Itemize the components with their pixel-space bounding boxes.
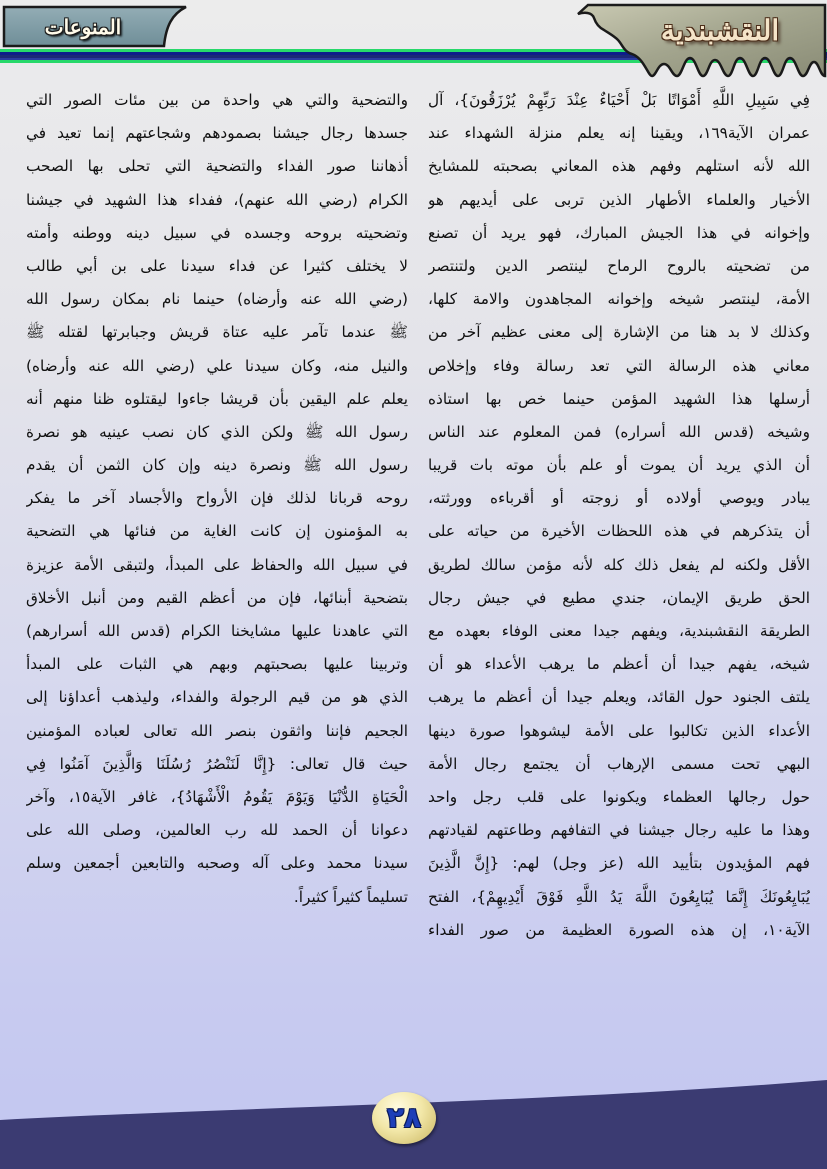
- article-line: الأقل ولكنه لم يفعل ذلك كله لأنه مؤمن سالك لطريق: [428, 555, 810, 574]
- article-line: أن الذي يريد أن يموت أو علم بأن موته بات قريبا: [428, 456, 810, 475]
- article-line: سيدنا محمد وعلى آله وصحبه والتابعين أجمعين وسلم: [26, 854, 408, 873]
- page-number-badge: ٢٨: [372, 1092, 436, 1144]
- article-line: فِي سَبِيلِ اللَّهِ أَمْوَاتًا بَلْ أَحْيَاءٌ عِنْدَ رَبِّهِمْ يُرْزَقُونَ}، آل: [428, 91, 810, 109]
- article-line: ﷺ عندما تآمر عليه عتاة قريش وجبابرتها لقتله ﷺ: [26, 323, 408, 342]
- article-line-final: تسليماً كثيراً كثيراً.: [293, 887, 408, 906]
- article-line: وشيخه (قدس الله أسراره) فمن المعلوم عند الناس: [428, 422, 810, 441]
- article-line: عمران الآية١٦٩، ويقينا إنه يعلم منزلة الشهداء عند: [428, 124, 810, 143]
- article-line: من تضحيته بالروح الرماح لينتصر الدين ولتنتصر: [428, 256, 810, 275]
- article-line: والنيل منه، وكان سيدنا علي (رضي الله عنه وأرضاه): [26, 356, 408, 375]
- article-line: بتضحية أبنائها، فإن من أعظم القيم ومن أنبل الأخلاق: [26, 588, 408, 607]
- article-line: به المؤمنون إن كانت الغاية من فنائها هي التضحية: [26, 522, 408, 541]
- article-column-right: [428, 84, 810, 947]
- article-line: (رضي الله عنه وأرضاه) حينما نام بمكان رسول الله: [26, 290, 408, 309]
- article-line: فهم المؤيدون بتأييد الله (عز وجل) لهم: {إِنَّ الَّذِينَ: [428, 854, 810, 873]
- article-line: وكذلك لا بد هنا من الإشارة إلى معنى عظيم آخر من: [428, 323, 810, 342]
- article-line: الجحيم فإننا واثقون بنصر الله تعالى لعباده المؤمنين: [26, 721, 408, 740]
- section-label: المنوعات: [44, 15, 122, 39]
- article-line: الذي هو من قيم الرجولة والفداء، وليذهب أعداؤنا إلى: [26, 688, 408, 707]
- article-line: لا يختلف كثيرا عن فداء سيدنا على بن أبي طالب: [26, 256, 408, 275]
- article-line: معاني هذه الرسالة التي تعد رسالة وفاء وإخلاص: [428, 356, 810, 375]
- article-line: أن يتذكرهم في هذه اللحظات الأخيرة من حياته على: [428, 522, 810, 541]
- article-line: الله لأنه استلهم وفهم هذه المعاني بصحبته للمشايخ: [428, 157, 810, 176]
- article-line: رسول الله ﷺ ولكن الذي كان نصب عينيه هو نصرة: [26, 422, 408, 441]
- article-column-left: [26, 84, 408, 914]
- article-line: وتضحيته بروحه وجسده في سبيل دينه ووطنه وأمته: [26, 223, 408, 242]
- article-line: الأخيار والعلماء الأطهار الذين تربى على أيديهم هو: [428, 190, 810, 209]
- article-line: التي عاهدنا عليها مشايخنا الكرام (قدس الله أسرارهم): [26, 622, 408, 640]
- article-line: الحق طريق الإيمان، جندي مطيع في جيش رجال: [428, 588, 810, 607]
- article-line: شيخه، يفهم جيدا أن أعظم ما يرهب الأعداء هو أن: [428, 655, 810, 674]
- article-line: الكرام (رضي الله عنهم)، ففداء هذا الشهيد في جيشنا: [26, 190, 408, 209]
- article-line: يبادر ويوصي أولاده أو زوجته أو أقرباءه وورثته،: [428, 489, 810, 508]
- article-line: يلتف الجنود حول القائد، ويعلم جيدا أن أعظم ما يرهب: [428, 688, 810, 707]
- article-line: الْحَيَاةِ الدُّنْيَا وَيَوْمَ يَقُومُ الْأَشْهَادُ}، غافر الآية١٥، وآخر: [26, 787, 408, 806]
- article-line: الآية١٠، إن هذه الصورة العظيمة من صور الفداء: [428, 920, 810, 939]
- article-line: أرسلها هذا الشهيد المؤمن حينما خص بها استاذه: [428, 389, 810, 408]
- article-line: والتضحية والتي هي واحدة من بين مئات الصور التي: [26, 91, 408, 109]
- logo-text: النقشبندية: [660, 14, 780, 47]
- article-line: رسول الله ﷺ ونصرة دينه وإن كان الثمن أن يقدم: [26, 456, 408, 475]
- article-line: وتربينا عليها بصحبتهم وبهم هي الثبات على المبدأ: [26, 655, 408, 674]
- section-tab: [0, 4, 192, 50]
- article-line: وهذا ما عليه رجال جيشنا في التفافهم وطاعتهم لقيادتهم: [428, 821, 810, 840]
- article-line: يُبَايِعُونَكَ إِنَّمَا يُبَايِعُونَ اللَّهَ يَدُ اللَّهِ فَوْقَ أَيْدِيهِمْ}، الفتح: [428, 887, 810, 906]
- article-line: أذهاننا صور الفداء والتضحية التي تحلى بها الصحب: [26, 157, 408, 176]
- article-line: حول رجالها العظماء ويكونوا على قلب رجل واحد: [428, 787, 810, 806]
- article-line: في سبيل الله والحفاظ على المبدأ، ولتبقى الأمة عزيزة: [26, 555, 408, 574]
- article-line: الأمة، لينتصر شيخه وإخوانه المجاهدون والامة كلها،: [428, 290, 810, 309]
- article-line: حيث قال تعالى: {إِنَّا لَنَنْصُرُ رُسُلَنَا وَالَّذِينَ آمَنُوا فِي: [26, 754, 408, 773]
- article-line: وإخوانه في هذا الجيش المبارك، فهو يريد أن تصنع: [428, 223, 810, 242]
- article-line: جسدها رجال جيشنا بصمودهم وشجاعتهم إنما تعيد في: [26, 124, 408, 143]
- magazine-logo: [570, 2, 827, 82]
- article-line: يعلم علم اليقين بأن قريشا جاءوا ليقتلوه ظنا منهم أنه: [26, 389, 408, 408]
- article-line: دعوانا أن الحمد لله رب العالمين، وصلى الله على: [26, 821, 408, 840]
- article-line: روحه قربانا لذلك فإن الأرواح والأجساد آخر ما يفكر: [26, 489, 408, 508]
- article-line: الطريقة النقشبندية، ويفهم جيدا معنى الوفاء بعهده مع: [428, 622, 810, 640]
- article-line: الأعداء الذين تكالبوا على الأمة ليشوهوا صورة دينها: [428, 721, 810, 740]
- article-line: البهي تحت مسمى الإرهاب أن يجتمع رجال الأمة: [428, 754, 810, 773]
